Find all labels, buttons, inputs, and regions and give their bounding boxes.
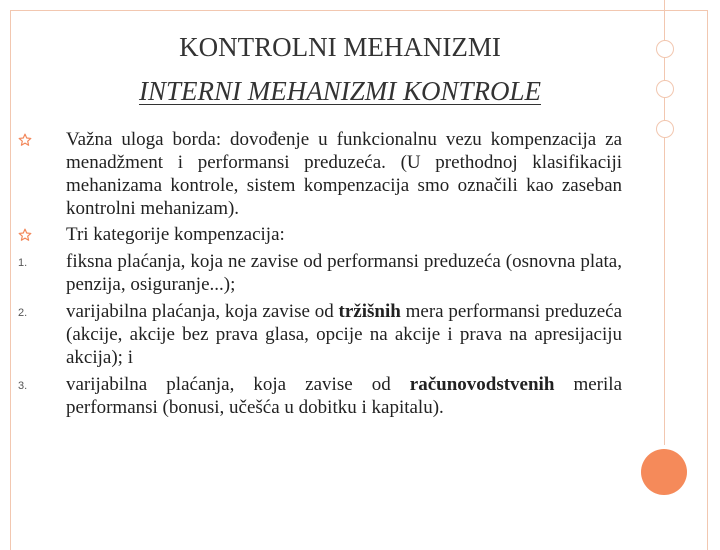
numbered-text-bold: računovodstvenih: [409, 374, 555, 395]
numbered-item: [18, 250, 622, 296]
numbered-text-end: merila performansi (bonusi, učešća u dobitku i kapitalu).: [66, 374, 622, 418]
decorative-circle-icon: [656, 120, 674, 138]
decorative-rail: [664, 0, 665, 445]
numbered-text-start: varijabilna plaćanja, koja zavise od: [66, 301, 339, 322]
numbered-text-bold: tržišnih: [338, 301, 401, 322]
list-number: 2.: [18, 307, 28, 319]
numbered-text-start: varijabilna plaćanja, koja zavise od: [66, 374, 410, 395]
decorative-circle-icon: [656, 40, 674, 58]
slide-title: KONTROLNI MEHANIZMI: [179, 32, 501, 62]
bullet-item: [66, 223, 622, 246]
bullet-item: [66, 128, 622, 220]
slide-subtitle: INTERNI MEHANIZMI KONTROLE: [138, 76, 541, 106]
star-outline-icon: [20, 128, 50, 147]
content-list: [18, 128, 623, 419]
bullet-text: Važna uloga borda: dovođenje u funkcionalnu vezu kompenzacija za menadžment i performansi preduzeća. (U prethodnoj klasifikaciji mehanizama kontrole, sistem kompenzacija smo označili kao zaseban kontrolni mehanizam).: [66, 129, 622, 219]
list-number: 3.: [18, 380, 28, 392]
decorative-circle-icon: [656, 80, 674, 98]
list-number: 1.: [18, 257, 28, 269]
bullet-text: Tri kategorije kompenzacija:: [66, 224, 285, 245]
numbered-item: [18, 373, 622, 419]
numbered-text-end: mera performansi preduzeća (akcije, akcije bez prava glasa, opcije na akcije i prava na apresijaciju akcija); i: [66, 301, 623, 368]
star-outline-icon: [20, 223, 50, 242]
numbered-item: [18, 300, 623, 369]
accent-circle-icon: [641, 449, 687, 495]
numbered-text: fiksna plaćanja, koja ne zavise od performansi preduzeća (osnovna plata, penzija, osiguranje...);: [66, 251, 622, 295]
